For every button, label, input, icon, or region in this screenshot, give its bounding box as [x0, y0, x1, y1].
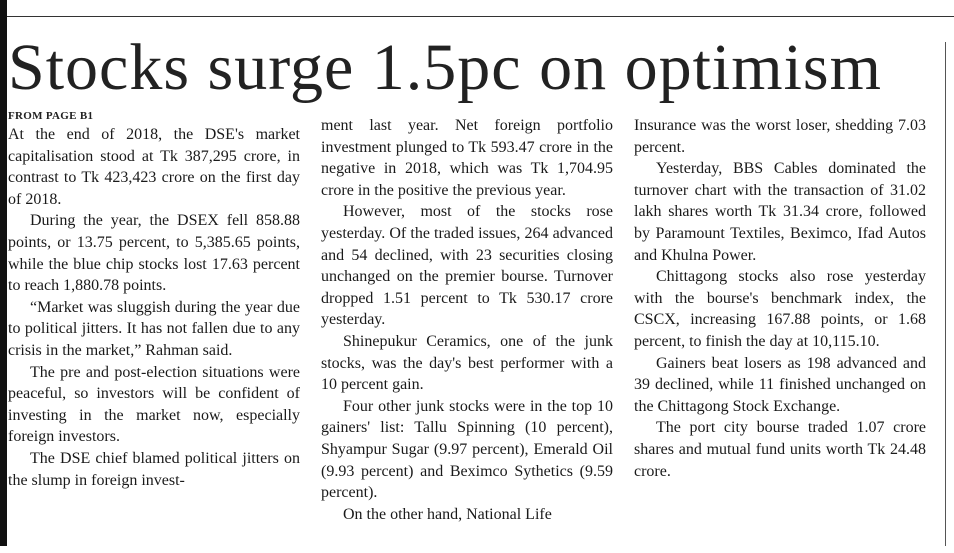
page-edge-bar	[0, 0, 7, 546]
paragraph: Gainers beat losers as 198 advanced and 39 declined, while 11 finished unchanged on the Chittagong Stock Exchange.	[634, 354, 926, 415]
paragraph: Yesterday, BBS Cables dominated the turnover chart with the transaction of 31.02 lakh shares worth Tk 31.34 crore, followed by Paramount Textiles, Beximco, Ifad Autos and Khulna Power.	[634, 160, 926, 264]
paragraph: At the end of 2018, the DSE's market capitalisation stood at Tk 387,295 crore, in contrast to Tk 423,423 crore on the first day of 2018.	[8, 126, 300, 208]
article-column-2	[321, 115, 613, 553]
paragraph: On the other hand, National Life	[343, 505, 552, 523]
article-headline: Stocks surge 1.5pc on optimism	[8, 31, 882, 104]
paragraph: The pre and post-election situations were peaceful, so investors will be confident of investing in the market now, especially foreign investors.	[8, 363, 300, 446]
paragraph: ment last year. Net foreign portfolio investment plunged to Tk 593.47 crore in the negative in 2018, which was Tk 1,704.95 crore in the positive the previous year.	[321, 117, 613, 199]
paragraph: However, most of the stocks rose yesterday. Of the traded issues, 264 advanced and 54 declined, with 23 securities closing unchanged on the premier bourse. Turnover dropped 1.51 percent to Tk 530.17 crore yesterday.	[321, 203, 613, 329]
paragraph: The port city bourse traded 1.07 crore shares and mutual fund units worth Tk 24.48 crore.	[634, 419, 926, 480]
article-column-1	[8, 108, 300, 546]
dateline: FROM PAGE B1	[8, 110, 94, 122]
paragraph: During the year, the DSEX fell 858.88 points, or 13.75 percent, to 5,385.65 points, while the blue chip stocks lost 17.63 percent to reach 1,880.78 points.	[8, 212, 300, 295]
paragraph: Shinepukur Ceramics, one of the junk stocks, was the day's best performer with a 10 percent gain.	[321, 332, 613, 394]
paragraph: Four other junk stocks were in the top 10 gainers' list: Tallu Spinning (10 percent), Shyampur Sugar (9.97 percent), Emerald Oil (9.93 percent) and Beximco Sythetics (9.59 percent).	[321, 397, 613, 502]
column-rule-right	[945, 42, 946, 546]
paragraph: Chittagong stocks also rose yesterday with the bourse's benchmark index, the CSCX, increasing 167.88 points, or 1.68 percent, to finish the day at 10,115.10.	[634, 268, 926, 350]
paragraph: “Market was sluggish during the year due to political jitters. It has not fallen due to any crisis in the market,” Rahman said.	[8, 298, 300, 359]
top-rule	[7, 16, 954, 17]
paragraph: Insurance was the worst loser, shedding 7.03 percent.	[634, 117, 926, 156]
article-column-3	[634, 115, 926, 553]
paragraph: The DSE chief blamed political jitters on the slump in foreign invest-	[8, 449, 300, 489]
